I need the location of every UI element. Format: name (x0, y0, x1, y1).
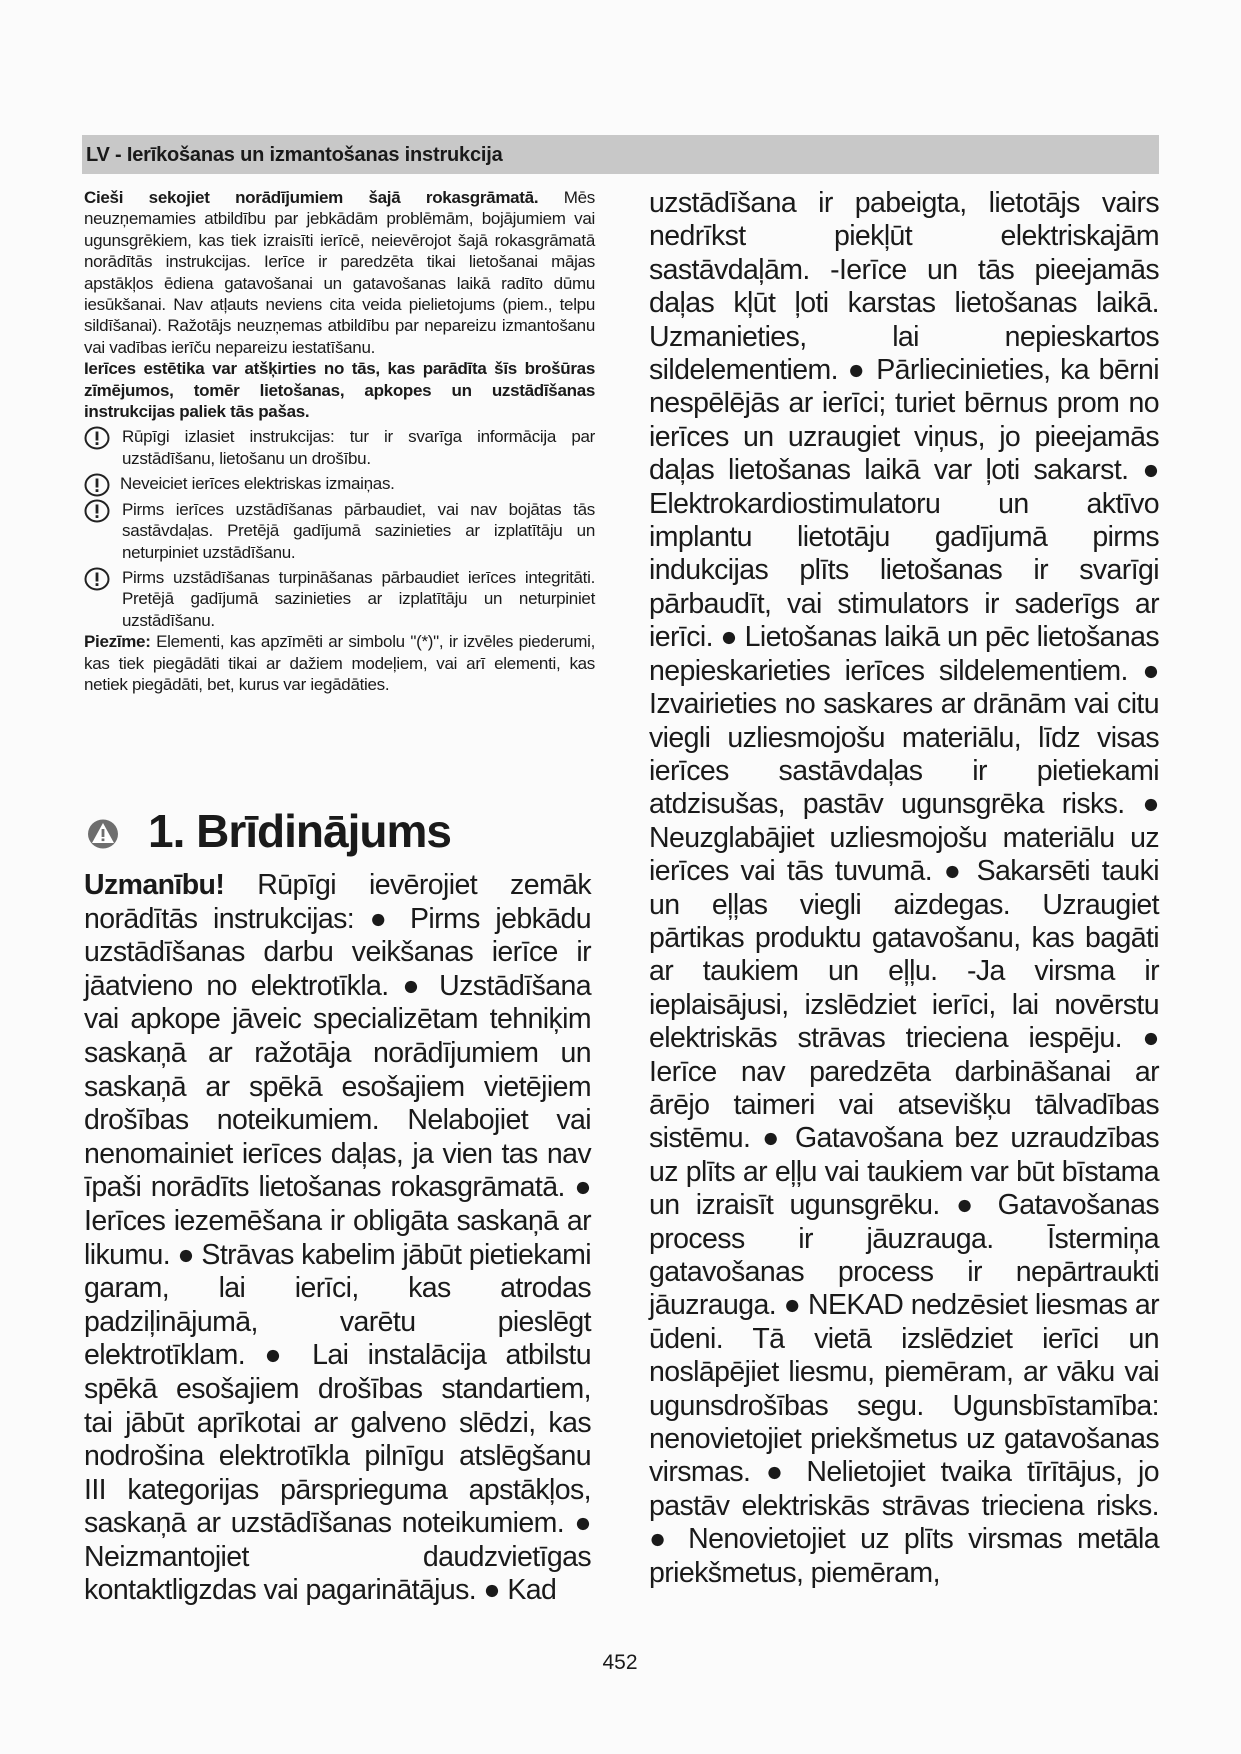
aesthetics-bold: Ierīces estētika var atšķirties no tās, kas parādīta šīs brošūras zīmējumos, tomēr lietošanas, apkopes un uzstādīšanas instrukcijas paliek tās pašas. (84, 359, 595, 422)
warning-triangle-icon (86, 818, 120, 850)
intro-text: Mēs neuzņemamies atbildību par jebkādām problēmām, bojājumiem vai ugunsgrēkiem, kas tiek izraisīti ierīcē, neievērojot šajā rokasgrāmatā norādītās instrukcijas. Ierīce ir paredzēta tikai lietošanai mājas apstākļos ēdiena gatavošanai un gatavošanas laikā radīto dūmu iesūkšanai. Nav atļauts neviens cita veida pielietojums (piem., telpu sildīšanai). Ražotājs neuzņemas atbildību par nepareizu izmantošanu vai vadības ierīču nepareizu iestatīšanu. (84, 188, 595, 357)
note-text: Pirms ierīces uzstādīšanas pārbaudiet, vai nav bojātas tās sastāvdaļas. Pretējā gadījumā sazinieties ar izplatītāju un neturpiniet uzstādīšanu. (122, 499, 595, 562)
warning-left-text: Rūpīgi ievērojiet zemāk norādītās instrukcijas: ● Pirms jebkādu uzstādīšanas darbu veikšanas ierīce ir jāatvieno no elektrotīkla. ● Uzstādīšana vai apkope jāveic specializētam tehniķim saskaņā ar ražotāja norādījumiem un saskaņā ar spēkā esošajiem vietējiem drošības noteikumiem. Nelabojiet vai nenomainiet ierīces daļas, ja vien tas nav īpaši norādīts lietošanas rokasgrāmatā. ● Ierīces iezemēšana ir obligāta saskaņā ar likumu. ● Strāvas kabelim jābūt pietiekami garam, lai ierīci, kas atrodas padziļinājumā, varētu pieslēgt elektrotīklam. ● Lai instalācija atbilstu spēkā esošajiem drošības standartiem, tai jābūt aprīkotai ar galveno slēdzi, kas nodrošina elektrotīkla pilnīgu atslēgšanu III kategorijas pārsprieguma apstākļos, saskaņā ar uzstādīšanas noteikumiem. ● Neizmantojiet daudzvietīgas kontaktligzdas vai pagarinātājus. ● Kad (84, 869, 591, 1607)
section-header-bar (82, 135, 1159, 174)
section-title: 1. Brīdinājums (148, 805, 451, 857)
footnote (84, 631, 595, 695)
note-text: Neveiciet ierīces elektriskas izmaiņas. (120, 474, 395, 494)
exclamation-circle-icon (84, 567, 110, 591)
note-item (84, 567, 595, 631)
page-number: 452 (602, 1651, 638, 1674)
footnote-label: Piezīme: (84, 632, 151, 652)
header-title: LV - Ierīkošanas un izmantošanas instrukcija (86, 144, 503, 166)
exclamation-circle-icon (84, 426, 110, 450)
warning-lead: Uzmanību! (84, 869, 225, 901)
note-item (84, 426, 595, 469)
warning-right-text: uzstādīšana ir pabeigta, lietotājs vairs nedrīkst piekļūt elektriskajām sastāvdaļām. -Ierīce un tās pieejamās daļas kļūt ļoti karstas lietošanas laikā. Uzmanieties, lai nepieskartos sildelementiem. ● Pārliecinieties, ka bērni nespēlējās ar ierīci; turiet bērnus prom no ierīces un uzraugiet viņus, jo pieejamās daļas lietošanas laikā var ļoti sakarst. ● Elektrokardiostimulatoru un aktīvo implantu lietotāju gadījumā pirms indukcijas plīts lietošanas ir svarīgi pārbaudīt, vai stimulators ir saderīgs ar ierīci. ● Lietošanas laikā un pēc lietošanas nepieskarieties ierīces sildelementiem. ● Izvairieties no saskares ar drānām vai citu viegli uzliesmojošu materiālu, līdz visas ierīces sastāvdaļas ir pietiekami atdzisušas, pastāv ugunsgrēka risks. ● Neuzglabājiet uzliesmojošu materiālu uz ierīces vai tās tuvumā. ● Sakarsēti tauki un eļļas viegli aizdegas. Uzraugiet pārtikas produktu gatavošanu, kas bagāti ar taukiem un eļļu. -Ja virsma ir ieplaisājusi, izslēdziet ierīci, lai novērstu elektriskās strāvas trieciena iespēju. ● Ierīce nav paredzēta darbināšanai ar ārējo taimeri vai atsevišķu tālvadības sistēmu. ● Gatavošana bez uzraudzības uz plīts ar eļļu vai taukiem var būt bīstama un izraisīt ugunsgrēku. ● Gatavošanas process ir jāuzrauga. Īstermiņa gatavošanas process ir nepārtraukti jāuzrauga. ● NEKAD nedzēsiet liesmas ar ūdeni. Tā vietā izslēdziet ierīci un noslāpējiet liesmu, piemēram, ar vāku vai ugunsdrošības segu. Ugunsbīstamība: nenovietojiet priekšmetus uz gatavošanas virsmas. ● Nelietojiet tvaika tīrītājus, jo pastāv elektriskās strāvas trieciena risks. ● Nenovietojiet uz plīts virsmas metāla priekšmetus, piemēram, (649, 187, 1159, 1589)
aesthetics-note (84, 358, 595, 422)
note-text: Pirms uzstādīšanas turpināšanas pārbaudiet ierīces integritāti. Pretējā gadījumā sazinieties ar izplatītāju un neturpiniet uzstādīšanu. (122, 567, 595, 630)
exclamation-circle-icon (84, 473, 110, 497)
intro-bold-lead: Cieši sekojiet norādījumiem šajā rokasgrāmatā. (84, 188, 539, 207)
note-item (84, 473, 595, 494)
intro-column (84, 187, 595, 695)
exclamation-circle-icon (84, 499, 110, 523)
section-heading (86, 804, 606, 864)
note-text: Rūpīgi izlasiet instrukcijas: tur ir svarīga informācija par uzstādīšanu, lietošanu un drošību. (122, 427, 595, 468)
warning-left-column (84, 869, 591, 1608)
footnote-text: Elementi, kas apzīmēti ar simbolu "(*)", ir izvēles piederumi, kas tiek piegādāti tikai ar dažiem modeļiem, vai arī elementi, kas netiek piegādāti, bet, kurus var iegādāties. (84, 632, 595, 694)
warning-right-column (649, 187, 1159, 1590)
note-item (84, 499, 595, 563)
intro-paragraph (84, 187, 595, 358)
